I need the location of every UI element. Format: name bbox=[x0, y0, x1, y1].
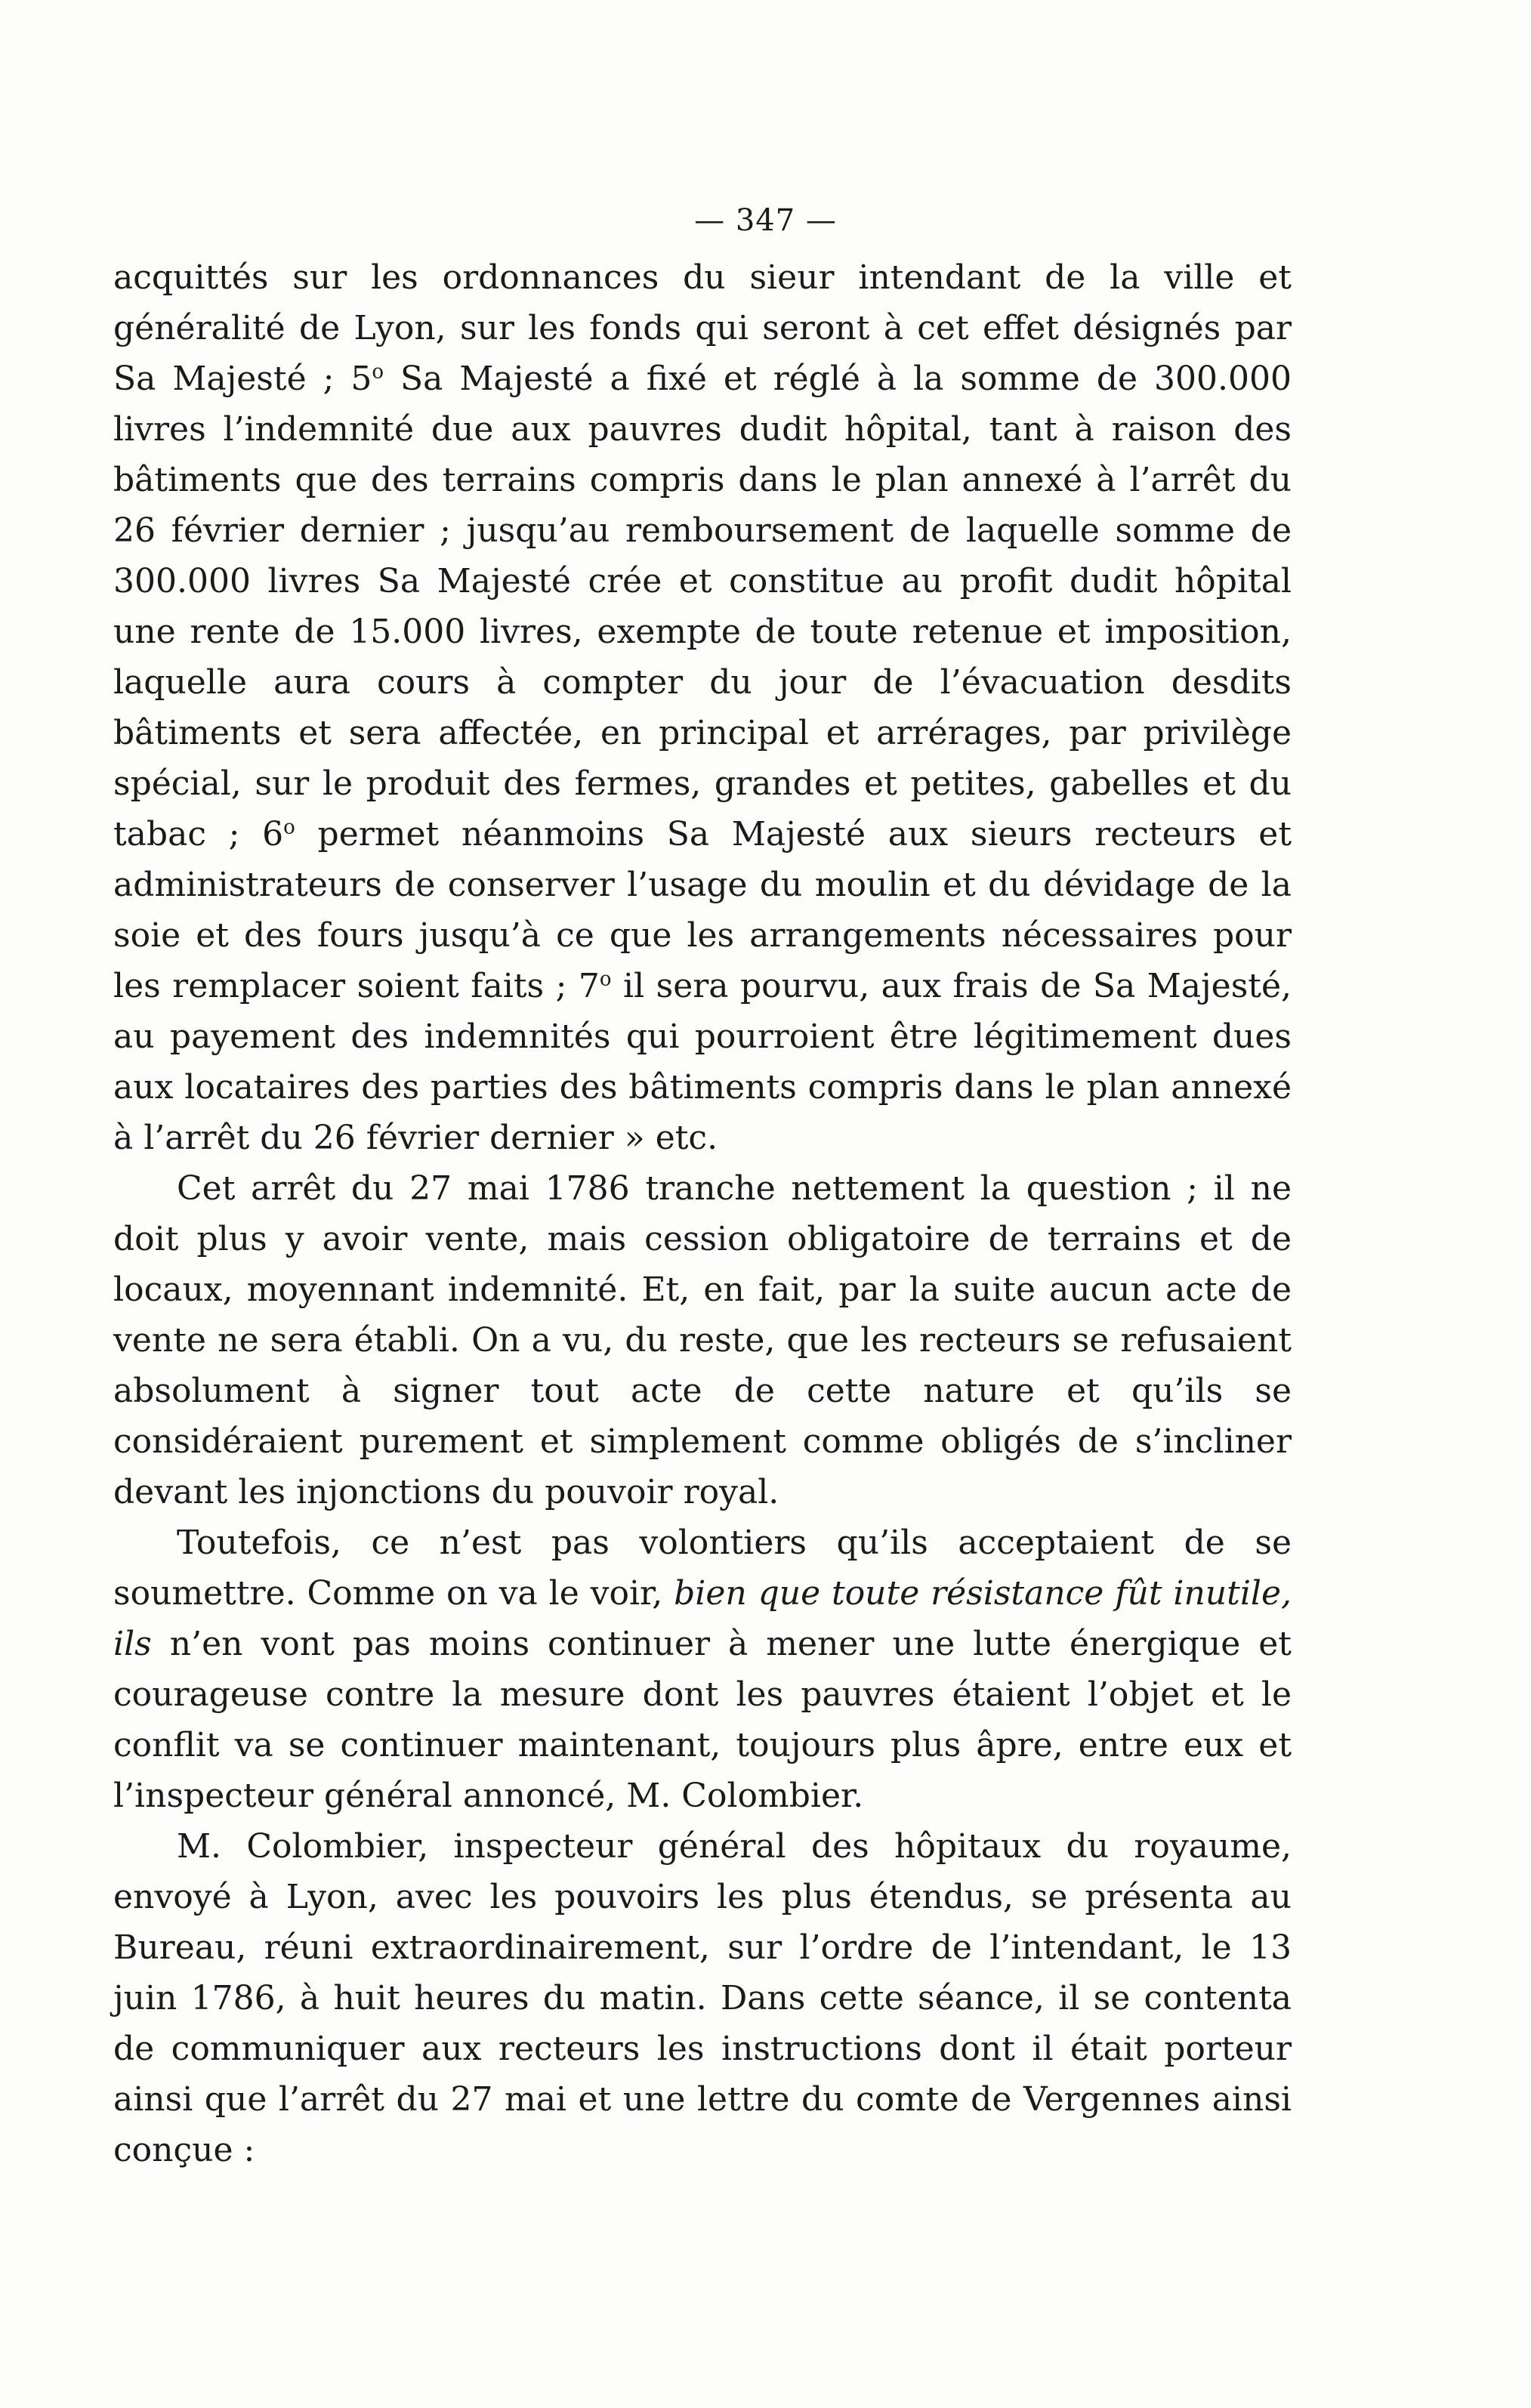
ordinal-superscript: o bbox=[283, 816, 295, 839]
text-run: n’en vont pas moins continuer à mener une lutte énergique et courageuse contre la mesure dont les pauvres étaient l’objet et le conflit va se continuer maintenant, toujours plus âpre, entre eux et l’inspecteur général annoncé, M. Colombier. bbox=[113, 1625, 1292, 1815]
text-run: Cet arrêt du 27 mai 1786 tranche nettement la question ; il ne doit plus y avoir vente, mais cession obligatoire de terrains et de locaux, moyennant indemnité. Et, en fait, par la suite aucun acte de vente ne sera établi. On a vu, du reste, que les recteurs se refusaient absolument à signer tout acte de cette nature et qu’ils se considéraient purement et simplement comme obligés de s’incliner devant les injonctions du pouvoir royal. bbox=[113, 1169, 1292, 1511]
text-run: M. Colombier, inspecteur général des hôpitaux du royaume, envoyé à Lyon, avec les pouvoirs les plus étendus, se présenta au Bureau, réuni extraordinairement, sur l’ordre de l’intendant, le 13 juin 1786, à huit heures du matin. Dans cette séance, il se contenta de communiquer aux recteurs les instructions dont il était porteur ainsi que l’arrêt du 27 mai et une lettre du comte de Vergennes ainsi conçue : bbox=[113, 1827, 1292, 2169]
text-run: permet néanmoins Sa Majesté aux sieurs recteurs et administrateurs de conserver l’usage du moulin et du dévidage de la soie et des fours jusqu’à ce que les arrangements nécessaires pour les remplacer soient faits ; 7 bbox=[113, 815, 1292, 1005]
text-run: il sera pourvu, aux frais de Sa Majesté, au payement des indemnités qui pourroient être légitimement dues aux locataires des parties des bâtiments compris dans le plan annexé à l’arrêt du 26 février dernier » etc. bbox=[113, 967, 1292, 1157]
paragraph-p2 bbox=[113, 1163, 1292, 1517]
italic-run: bien que toute résistance fût inutile, ils bbox=[113, 1574, 1292, 1663]
ordinal-superscript: o bbox=[372, 360, 384, 384]
text-run: Sa Majesté a fixé et réglé à la somme de 300.000 livres l’indemnité due aux pauvres dudit hôpital, tant à raison des bâtiments que des terrains compris dans le plan annexé à l’arrêt du 26 février dernier ; jusqu’au remboursement de laquelle somme de 300.000 livres Sa Majesté crée et constitue au profit dudit hôpital une rente de 15.000 livres, exempte de toute retenue et imposition, laquelle aura cours à compter du jour de l’évacuation desdits bâtiments et sera affectée, en principal et arrérages, par privilège spécial, sur le produit des fermes, grandes et petites, gabelles et du tabac ; 6 bbox=[113, 360, 1292, 854]
ordinal-superscript: o bbox=[599, 968, 612, 991]
text-run: acquittés sur les ordonnances du sieur intendant de la ville et généralité de Lyon, sur les fonds qui seront à cet effet désignés par Sa Majesté ; 5 bbox=[113, 258, 1292, 398]
text-run: Toutefois, ce n’est pas volontiers qu’ils acceptaient de se soumettre. Comme on va le voir, bbox=[113, 1524, 1292, 1613]
paragraph-p1 bbox=[113, 252, 1292, 1163]
paragraph-p3 bbox=[113, 1517, 1292, 1821]
body-text bbox=[113, 252, 1292, 2175]
page-number: — 347 — bbox=[694, 203, 837, 238]
paragraph-p4 bbox=[113, 1821, 1292, 2175]
